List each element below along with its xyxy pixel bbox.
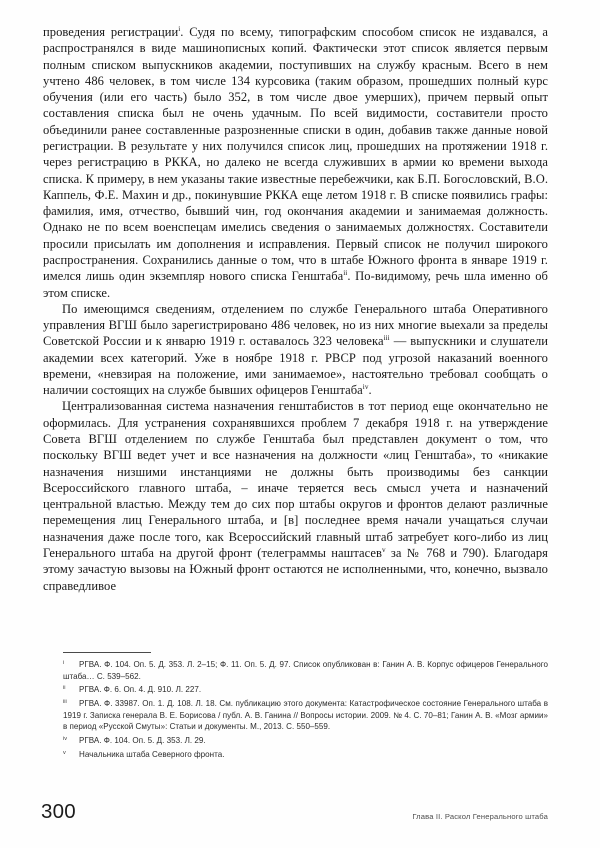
footnote-item-1	[63, 658, 548, 682]
footnote-marker-3: iii	[63, 699, 67, 706]
footnote-marker-1: i	[63, 660, 65, 666]
footnote-separator-rule	[63, 652, 151, 653]
footnote-marker-4: iv	[63, 736, 68, 743]
page-number: 300	[41, 800, 76, 823]
footnote-marker-2: ii	[63, 685, 66, 692]
footnote-ref-3[interactable]: iii	[383, 334, 390, 343]
paragraph-2-text-c: .	[368, 383, 372, 398]
running-head-chapter-title: Глава II. Раскол Генерального штаба	[412, 812, 548, 821]
footnote-ref-1[interactable]: i	[178, 24, 181, 33]
footnotes-section	[63, 652, 548, 762]
page-footer	[0, 800, 600, 840]
body-text-column	[43, 24, 548, 594]
paragraph-2-text-a: По имеющимся сведениям, отделением по службе Генерального штаба Оперативного управления ВГШ было зарегистрировано 486 человек, но из них многие выехали за пределы Советской России и к январю 1919 г. оставалось 323 человека	[43, 301, 548, 349]
paragraph-3	[43, 398, 548, 593]
paragraph-1-text-a: проведения регистрации	[43, 25, 179, 39]
footnote-item-2	[63, 683, 548, 696]
paragraph-3-text-a: Централизованная система назначения генштабистов в тот период еще окончательно не оформилась. Для устранения сохранявшихся проблем 7 декабря 1918 г. на утверждение Совета ВГШ отделением по службе Генштаба был представлен документ о том, что поскольку ВГШ ведет учет и все назначения на должности «лиц Генштаба», то «никакие назначения низшими инстанциями не должны быть производимы без санкции Всероссийского главного штаба, – иначе теряется весь смысл учета и назначений центральной властью. Между тем до сих пор штабы округов и фронтов делают различные перемещения лиц Генерального штаба, и [в] последнее время начали учащаться случаи назначения даже после того, как Всероссийский главный штаб затребует кого-либо из лиц Генерального штаба на другой фронт (телеграммы наштасев	[43, 399, 548, 560]
footnote-ref-2[interactable]: ii	[343, 269, 348, 278]
footnote-text-3: РГВА. Ф. 33987. Оп. 1. Д. 108. Л. 18. См. публикацию этого документа: Катастрофическое состояние Генерального штаба в 1919 г. Записка генерала В. Е. Борисова / публ. А. В. Ганина // Вопросы истории. 2009. № 4. С. 70–81; Ганин А. В. «Мозг армии» в период «Русской Смуты»: Статьи и документы. М., 2013. С. 550–559.	[63, 699, 548, 732]
footnote-text-5: Начальника штаба Северного фронта.	[79, 750, 225, 760]
paragraph-1	[43, 24, 548, 301]
footnote-text-2: РГВА. Ф. 6. Оп. 4. Д. 910. Л. 227.	[79, 685, 202, 695]
footnote-item-4	[63, 734, 548, 747]
footnote-item-5	[63, 748, 548, 761]
footnote-text-1: РГВА. Ф. 104. Оп. 5. Д. 353. Л. 2–15; Ф. 11. Оп. 5. Д. 97. Список опубликован в: Ганин А. В. Корпус офицеров Генерального штаба… С. 539–562.	[63, 660, 548, 681]
paragraph-1-text-b: . Судя по всему, типографским способом список не издавался, а распространялся в виде машинописных копий. Фактически этот список является первым полным списком выпускников академии, поступивших на службу красным. Всего в нем учтено 486 человек, в том числе 134 курсовика (таким образом, прошедших полный курс обучения (или его часть) было 352, в том числе двое умерших), причем первый опыт составления списка был не очень удачным. По всей видимости, составители просто объединили ранее составленные разрозненные списки в один, добавив также данные новой регистрации. В результате у них получился список лиц, прошедших на протяжении 1918 г. через регистрацию в РККА, но далеко не всегда служивших в армии ко времени выхода списка. К примеру, в нем указаны такие известные перебежчики, как Б.П. Богословский, В.О. Каппель, Ф.Е. Махин и др., покинувшие РККА еще летом 1918 г. В списке появились графы: фамилия, имя, отчество, бывший чин, год окончания академии и занимаемая должность. Однако не по всем военспецам имелись сведения о занимаемых должностях. Составители просили присылать им дополнения и исправления. Первый список не получил широкого распространения. Сохранились данные о том, что в штабе Южного фронта в январе 1919 г. имелся лишь один экземпляр нового списка Генштаба	[43, 25, 548, 284]
footnote-ref-4[interactable]: iv	[362, 383, 369, 392]
footnote-ref-5[interactable]: v	[381, 545, 386, 554]
paragraph-2	[43, 301, 548, 399]
footnote-marker-5: v	[63, 750, 66, 757]
footnote-item-3	[63, 697, 548, 732]
paragraph-1-text-c: . По-видимому, речь шла именно об этом списке.	[43, 269, 548, 300]
footnote-text-4: РГВА. Ф. 104. Оп. 5. Д. 353. Л. 29.	[79, 736, 206, 746]
paragraph-3-text-b: за № 768 и 790). Благодаря этому зачастую вызовы на Южный фронт остаются не исполненными, что, конечно, вызвало справедливое	[43, 546, 548, 593]
paragraph-2-text-b: — выпускники и слушатели академии всех категорий. Уже в ноябре 1918 г. РВСР под угрозой наказаний военного времени, «невзирая на положение, ими занимаемое», настоятельно требовал сообщать о наличии состоящих на службе бывших офицеров Генштаба	[43, 334, 548, 398]
